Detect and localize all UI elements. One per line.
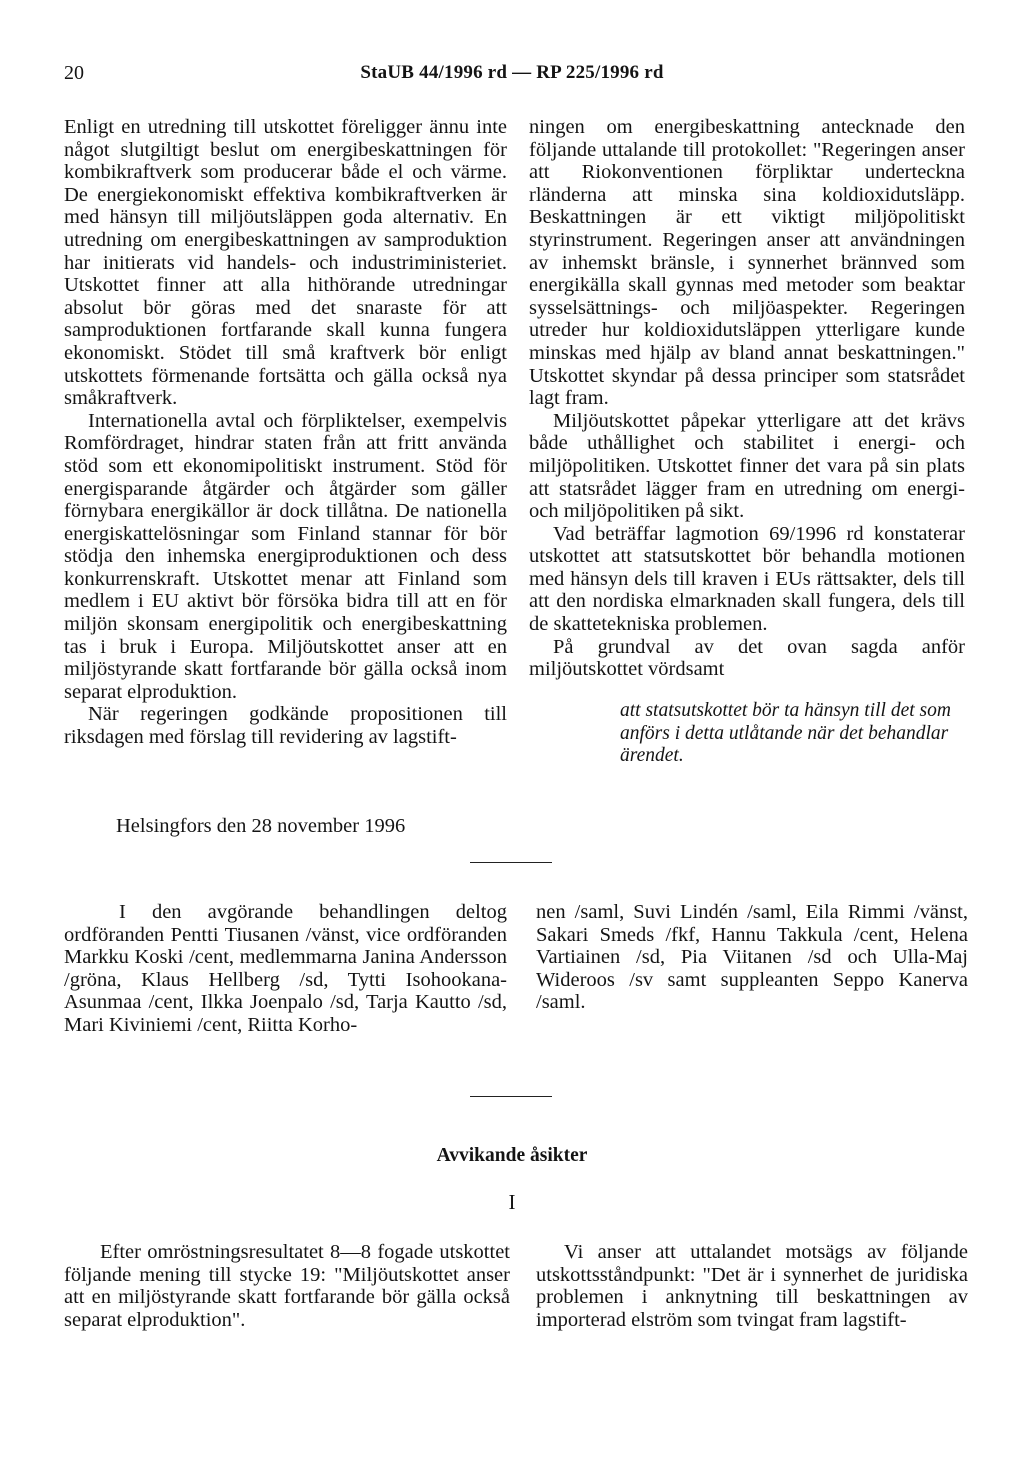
paragraph: ningen om energibeskattning antecknade den följande uttalande till protokollet: "Regeringen anser att Riokonventionen förpliktar underteckna rländerna att minska sina koldioxidutsläpp. Beskattningen är ett viktigt miljöpolitiskt styrinstrument. Regeringen anser att användningen av inhemskt bränsle, i synnerhet brännved som energikälla skall gynnas med metoder som beaktar sysselsättnings- och miljöaspekter. Regeringen utreder hur koldioxidutsläppen ytterligare kunde minskas med hjälp av bland annat beskattningen." Utskottet skyndar på dessa principer som statsrådet lagt fram. (529, 116, 965, 410)
paragraph: På grundval av det ovan sagda anför miljöutskottet vördsamt (529, 635, 965, 681)
participants-text: nen /saml, Suvi Lindén /saml, Eila Rimmi /vänst, Sakari Smeds /fkf, Hannu Takkula /cent, Helena Vartiainen /sd, Pia Viitanen /sd och Ulla-Maj Wideroos /sv samt suppleanten Seppo Kanerva /saml. (536, 901, 968, 1014)
participants-text: I den avgörande behandlingen deltog ordföranden Pentti Tiusanen /vänst, vice ordföranden Markku Koski /cent, medlemmarna Janina Andersson /gröna, Klaus Hellberg /sd, Tytti Isohookana-Asunmaa /cent, Ilkka Joenpalo /sd, Tarja Kautto /sd, Mari Kiviniemi /cent, Riitta Korho- (64, 901, 507, 1036)
section-number: I (508, 1190, 516, 1214)
text-column-right (529, 116, 965, 681)
paragraph: Internationella avtal och förpliktelser, exempelvis Romfördraget, hindrar staten från att fritt använda stöd som ett ekonomipolitiskt instrument. Stöd för energisparande åtgärder och åtgärder som gäller förnybara energikällor är dock tillåtna. De nationella energiskattelösningar som Finland stannar för bör stödja den inhemska energiproduktionen och dess konkurrenskraft. Utskottet menar att Finland som medlem i EU aktivt bör försöka bidra till att en för miljön skonsam energipolitik och energibeskattning tas i bruk i Europa. Miljöutskottet anser att en miljöstyrande skatt fortfarande bör gälla också inom separat elproduktion. (64, 409, 507, 703)
place-date: Helsingfors den 28 november 1996 (116, 815, 406, 837)
running-title: StaUB 44/1996 rd — RP 225/1996 rd (360, 62, 664, 83)
text-column-left (64, 116, 507, 749)
page-number: 20 (64, 62, 84, 84)
proposal-statement: att statsutskottet bör ta hänsyn till det som anförs i detta utlåtande när det behandlar ärendet. (620, 700, 951, 766)
paragraph: Enligt en utredning till utskottet föreligger ännu inte något slutgiltigt beslut om energibeskattningen för kombikraftverk som producerar både el och värme. De energiekonomiskt effektiva kombikraftverken är med hänsyn till miljöutsläppen goda alternativ. En utredning om energibeskattningen av samproduktion har initierats vid handels- och industriministeriet. Utskottet finner att alla hithörande utredningar absolut bör göras med det snaraste för att samproduktionen fortfarande skall kunna fungera ekonomiskt. Stödet till små kraftverk bör enligt utskottets förmenande fortsätta och gälla också nya småkraftverk. (64, 116, 507, 410)
paragraph: När regeringen godkände propositionen till riksdagen med förslag till revidering av lagstift- (64, 703, 507, 749)
paragraph: Miljöutskottet påpekar ytterligare att det krävs både uthållighet och stabilitet i energi- och miljöpolitiken. Utskottet finner det vara på sin plats att statsrådet lägger fram en utredning om energi- och miljöpolitiken på sikt. (529, 409, 965, 523)
dissent-column-left (64, 1241, 510, 1331)
dissent-text: Efter omröstningsresultatet 8—8 fogade utskottet följande mening till stycke 19: "Miljöutskottet anser att en miljöstyrande skatt fortfarande bör gälla också separat elproduktion". (64, 1241, 510, 1331)
dissent-text: Vi anser att uttalandet motsägs av följande utskottsståndpunkt: "Det är i synnerhet de juridiska problemen i anknytning till beskattningen av importerad elström som tvingat fram lagstift- (536, 1241, 968, 1331)
participants-column-right (536, 901, 968, 1014)
participants-column-left (64, 901, 507, 1037)
dissent-column-right (536, 1241, 968, 1331)
paragraph: Vad beträffar lagmotion 69/1996 rd konstaterar utskottet att statsutskottet bör behandla motionen med hänsyn dels till kraven i EUs rättsakter, dels till att den nordiska elmarknaden skall fungera, dels till de skattetekniska problemen. (529, 522, 965, 636)
section-heading: Avvikande åsikter (436, 1145, 588, 1166)
divider (470, 862, 552, 863)
divider (470, 1096, 552, 1097)
